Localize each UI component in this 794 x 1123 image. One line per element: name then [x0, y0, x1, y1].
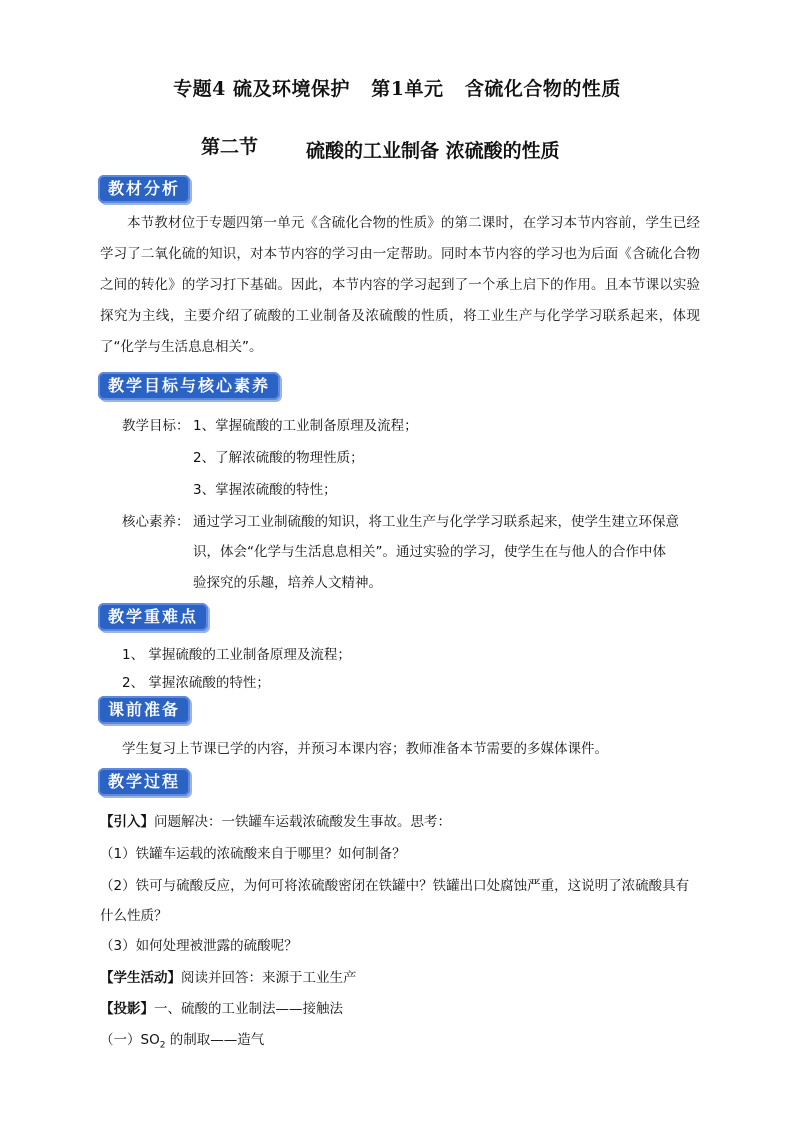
section-title: 硫酸的工业制备 浓硫酸的性质 [306, 140, 560, 162]
goal-item-1: 1、掌握硫酸的工业制备原理及流程； [193, 418, 418, 434]
question-2-line-1: （2）铁可与硫酸反应，为何可将浓硫酸密闭在铁罐中？铁罐出口处腐蚀严重，这说明了浓硫酸具有 [100, 878, 690, 894]
intro-line [100, 810, 451, 830]
goal-item-2: 2、了解浓硫酸的物理性质； [193, 450, 364, 466]
core-line-1: 通过学习工业制硫酸的知识，将工业生产与化学学习联系起来，使学生建立环保意 [193, 514, 679, 530]
goal-label: 教学目标： [122, 418, 190, 434]
section-number: 第二节 [201, 136, 259, 158]
core-line-2: 识，体会“化学与生活息息相关”。通过实验的学习，使学生在与他人的合作中体 [193, 544, 666, 560]
goals-badge: 教学目标与核心素养 [98, 372, 280, 400]
projection-tag: 【投影】 [100, 1001, 154, 1017]
question-3: （3）如何处理被泄露的硫酸呢？ [100, 938, 298, 954]
intro-text: 问题解决：一铁罐车运载浓硫酸发生事故。思考： [154, 814, 451, 830]
difficulty-badge: 教学重难点 [98, 603, 208, 631]
question-2-line-2: 什么性质？ [100, 908, 168, 924]
analysis-badge: 教材分析 [98, 175, 190, 203]
core-label: 核心素养： [122, 514, 190, 530]
subsection-suffix: 的制取——造气 [165, 1032, 265, 1048]
student-activity-line [100, 966, 357, 986]
question-1: （1）铁罐车运载的浓硫酸来自于哪里？如何制备？ [100, 846, 406, 862]
goal-item-3: 3、掌握浓硫酸的特性； [193, 482, 337, 498]
difficulty-item-2: 2、 掌握浓硫酸的特性； [122, 675, 270, 691]
core-line-3: 验探究的乐趣，培养人文精神。 [193, 575, 382, 591]
projection-line [100, 997, 343, 1017]
student-activity-tag: 【学生活动】 [100, 970, 181, 986]
student-activity-text: 阅读并回答：来源于工业生产 [181, 970, 357, 986]
prep-text: 学生复习上节课已学的内容，并预习本课内容；教师准备本节需要的多媒体课件。 [122, 741, 608, 757]
analysis-paragraph: 本节教材位于专题四第一单元《含硫化合物的性质》的第二课时，在学习本节内容前，学生已经学习了二氧化硫的知识，对本节内容的学习由一定帮助。同时本节内容的学习也为后面《含硫化合物之间的转化》的学习打下基础。因此，本节内容的学习起到了一个承上启下的作用。且本节课以实验探究为主线，主要介绍了硫酸的工业制备及浓硫酸的性质，将工业生产与化学学习联系起来，体现了“化学与生活息息相关”。 [100, 215, 700, 355]
page-title: 专题4 硫及环境保护 第1单元 含硫化合物的性质 [173, 78, 621, 100]
subsection-so2 [100, 1028, 264, 1051]
difficulty-item-1: 1、 掌握硫酸的工业制备原理及流程； [122, 647, 351, 663]
projection-text: 一、硫酸的工业制法——接触法 [154, 1001, 343, 1017]
subsection-subscript: 2 [159, 1040, 166, 1051]
subsection-prefix: （一）SO [100, 1032, 160, 1048]
intro-tag: 【引入】 [100, 814, 154, 830]
process-badge: 教学过程 [98, 768, 190, 796]
prep-badge: 课前准备 [98, 696, 190, 724]
